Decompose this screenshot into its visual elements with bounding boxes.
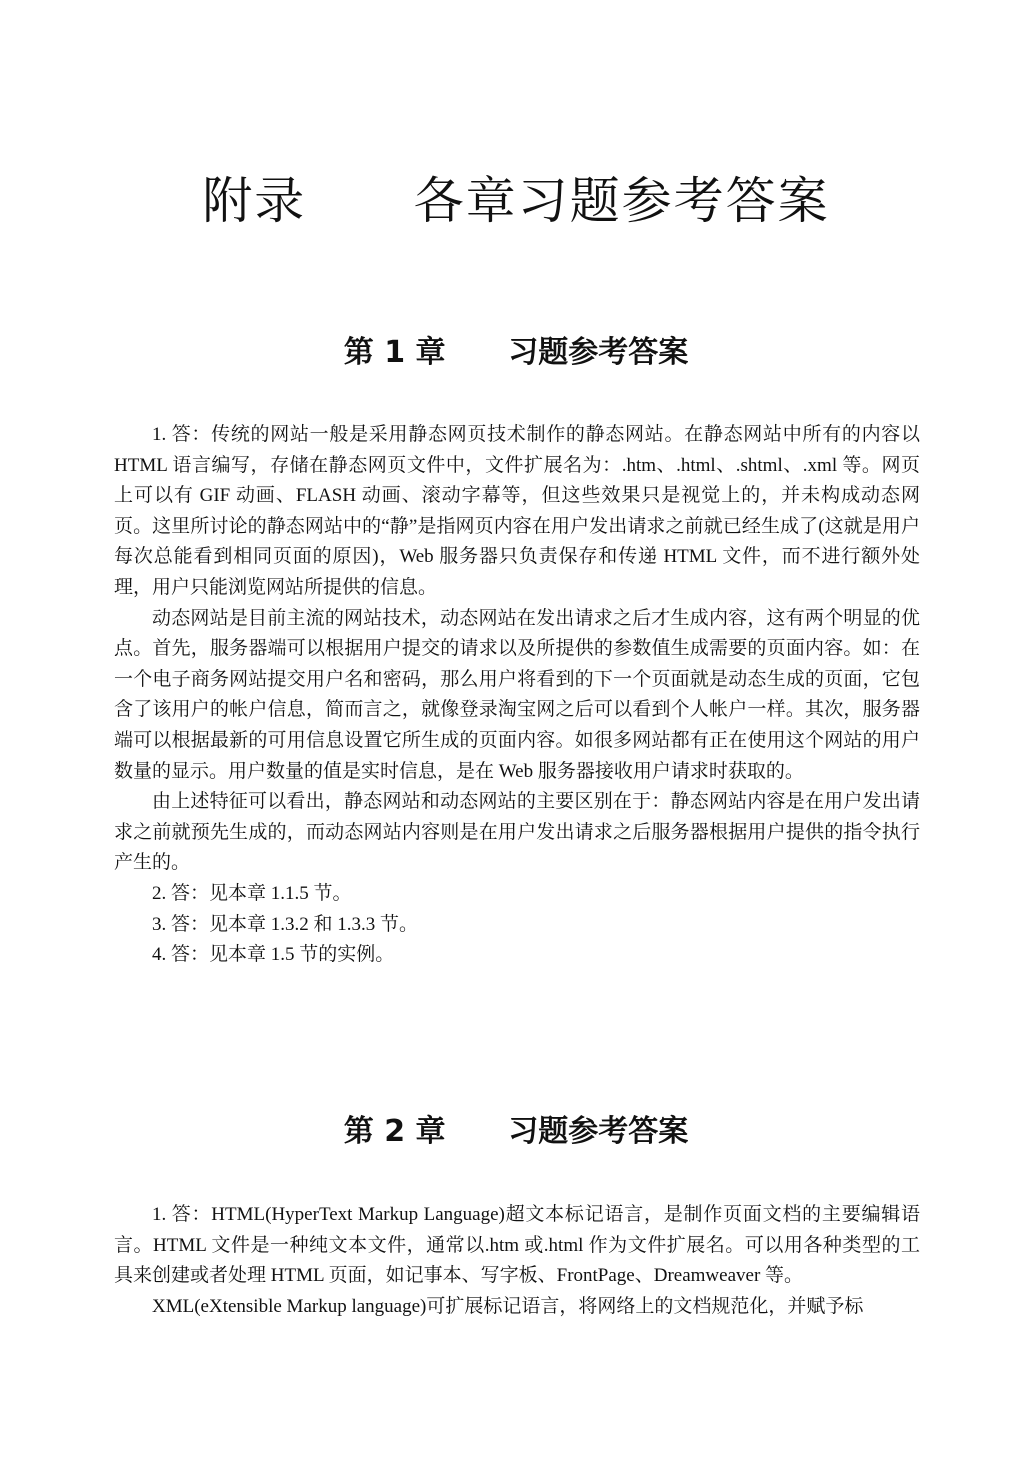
chapter-1-answer-1-paragraph-1: 1. 答：传统的网站一般是采用静态网页技术制作的静态网站。在静态网站中所有的内容以 HTML 语言编写，存储在静态网页文件中，文件扩展名为：.htm、.html、.shtml、.xml 等。网页上可以有 GIF 动画、FLASH 动画、滚动字幕等，但这些效果只是视觉上的，并未构成动态网页。这里所讨论的静态网站中的“静”是指网页内容在用户发出请求之前就已经生成了(这就是用户每次总能看到相同页面的原因)，Web 服务器只负责保存和传递 HTML 文件，而不进行额外处理，用户只能浏览网站所提供的信息。 (114, 424, 920, 598)
chapter-1-answers (114, 420, 920, 971)
chapter-1-answer-1-paragraph-2: 动态网站是目前主流的网站技术，动态网站在发出请求之后才生成内容，这有两个明显的优点。首先，服务器端可以根据用户提交的请求以及所提供的参数值生成需要的页面内容。如：在一个电子商务网站提交用户名和密码，那么用户将看到的下一个页面就是动态生成的页面，它包含了该用户的帐户信息，简而言之，就像登录淘宝网之后可以看到个人帐户一样。其次，服务器端可以根据最新的可用信息设置它所生成的页面内容。如很多网站都有正在使用这个网站的用户数量的显示。用户数量的值是实时信息，是在 Web 服务器接收用户请求时获取的。 (114, 607, 920, 782)
chapter-1-answer-1-paragraph-3: 由上述特征可以看出，静态网站和动态网站的主要区别在于：静态网站内容是在用户发出请求之前就预先生成的，而动态网站内容则是在用户发出请求之后服务器根据用户提供的指令执行产生的。 (114, 791, 920, 874)
chapter-2-answers (114, 1200, 920, 1322)
chapter-1-title: 第 1 章 习题参考答案 (343, 335, 689, 370)
chapter-1-answer-4: 4. 答：见本章 1.5 节的实例。 (152, 944, 395, 966)
chapter-2-answer-1-paragraph-2: XML(eXtensible Markup language)可扩展标记语言，将网络上的文档规范化，并赋予标 (152, 1295, 864, 1317)
chapter-2-answer-1-paragraph-1: 1. 答：HTML(HyperText Markup Language)超文本标记语言，是制作页面文档的主要编辑语言。HTML 文件是一种纯文本文件，通常以.htm 或.html 作为文件扩展名。可以用各种类型的工具来创建或者处理 HTML 页面，如记事本、写字板、FrontPage、Dreamweaver 等。 (114, 1204, 920, 1287)
page-title: 附录 各章习题参考答案 (202, 172, 830, 230)
chapter-1-answer-2: 2. 答：见本章 1.1.5 节。 (152, 882, 352, 904)
chapter-1-answer-3: 3. 答：见本章 1.3.2 和 1.3.3 节。 (152, 913, 419, 935)
chapter-2-title: 第 2 章 习题参考答案 (343, 1114, 689, 1149)
